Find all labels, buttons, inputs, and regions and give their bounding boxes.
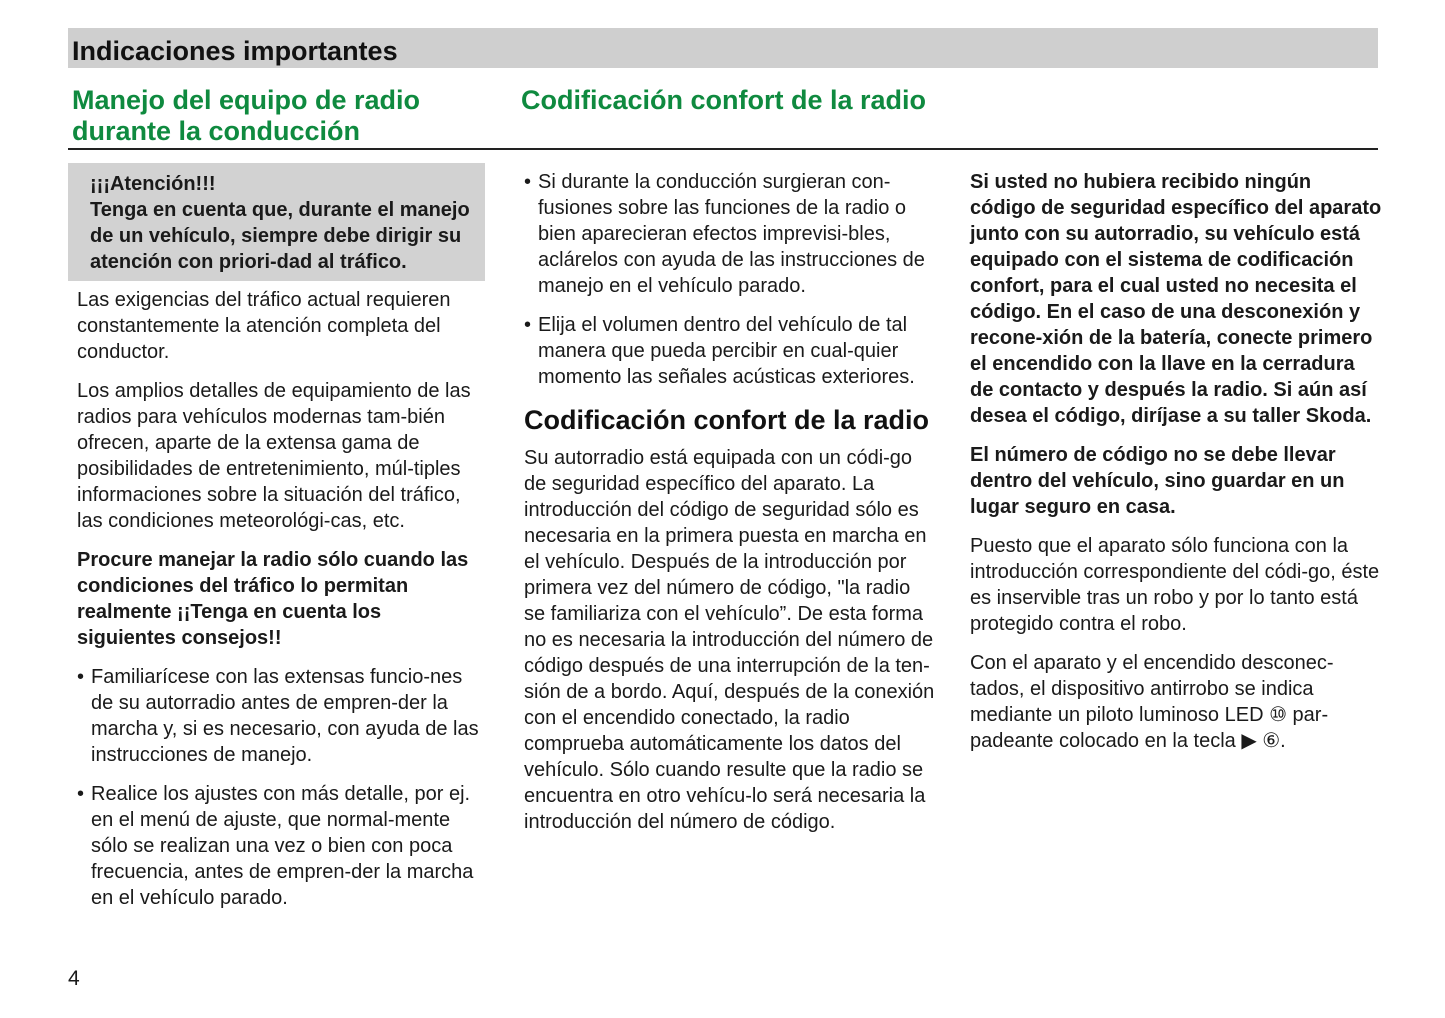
header-title: Indicaciones importantes [72,36,398,66]
bold-paragraph: El número de código no se debe llevar dentro del vehículo, sino guardar en un lugar seguro en casa. [970,444,1345,518]
section-divider [68,148,1378,150]
list-item: • Elija el volumen dentro del vehículo de tal manera que pueda percibir en cual-quier momento las señales acústicas exteriores. [524,312,936,390]
list-item: • Familiarícese con las extensas funcio-nes de su autorradio antes de empren-der la marcha y, si es necesario, con ayuda de las instrucciones de manejo. [77,664,485,768]
paragraph: Las exigencias del tráfico actual requieren constantemente la atención completa del conductor. [77,289,451,363]
list-item: • Si durante la conducción surgieran con-fusiones sobre las funciones de la radio o bien aparecieran efectos imprevisi-bles, aclárelos con ayuda de las instrucciones de manejo en el vehículo parado. [524,169,936,299]
warning-box [68,163,485,281]
paragraph: Su autorradio está equipada con un códi-go de seguridad específico del aparato. La introducción del código de seguridad sólo es necesaria en la primera puesta en marcha en el vehículo. Después de la introducción por primera vez del número de código, "la radio se familiariza con el vehículo”. De esta forma no es necesaria la introducción del número de código después de una interrupción de la ten-sión de a bordo. Aquí, después de la conexión con el encendido conectado, la radio comprueba automáticamente los datos del vehículo. Sólo cuando resulte que la radio se encuentra en otro vehícu-lo será necesaria la introducción del número de código. [524,447,935,833]
paragraph: Los amplios detalles de equipamiento de las radios para vehículos modernas tam-bién ofrecen, aparte de la extensa gama de posibilidades de entretenimiento, múl-tiples informaciones sobre la situación del tráfico, las condiciones meteorológi-cas, etc. [77,380,471,532]
column-1 [77,163,485,924]
bold-paragraph: Procure manejar la radio sólo cuando las condiciones del tráfico lo permitan realmente ¡¡Tenga en cuenta los siguientes consejos!! [77,549,469,649]
warning-text: Tenga en cuenta que, durante el manejo de un vehículo, siempre debe dirigir su atención con priori-dad al tráfico. [90,199,470,273]
bold-paragraph: Si usted no hubiera recibido ningún código de seguridad específico del aparato junto con su autorradio, su vehículo está equipado con el sistema de codificación confort, para el cual usted no necesita el código. En el caso de una desconexión y recone-xión de la batería, conecte primero el encendido con la llave en la cerradura de contacto y después la radio. Si aún así desea el código, diríjase a su taller Skoda. [970,171,1382,427]
paragraph: Con el aparato y el encendido desconec-tados, el dispositivo antirrobo se indica mediante un piloto luminoso LED ⑩ par-padeante colocado en la tecla ▶ ⑥. [970,652,1334,752]
section-title-driving [72,85,502,147]
section-title-coding: Codificación confort de la radio [521,85,927,115]
paragraph: Puesto que el aparato sólo funciona con la introducción correspondiente del códi-go, éste es inservible tras un robo y por lo tanto está protegido contra el robo. [970,535,1380,635]
page-header [68,28,1378,68]
section-title-driving-line1: Manejo del equipo de radio [72,85,421,115]
column-2 [524,169,936,848]
bullet-list [524,169,936,390]
list-item: • Realice los ajustes con más detalle, por ej. en el menú de ajuste, que normal-mente sólo se realizan una vez o bien con poca frecuencia, antes de empren-der la marcha en el vehículo parado. [77,781,485,911]
column-3 [970,169,1382,767]
subheading: Codificación confort de la radio [524,405,930,435]
page-number: 4 [68,967,80,990]
section-title-driving-line2: durante la conducción [72,116,361,146]
warning-title: ¡¡¡Atención!!! [90,173,216,195]
bullet-list [77,664,485,911]
